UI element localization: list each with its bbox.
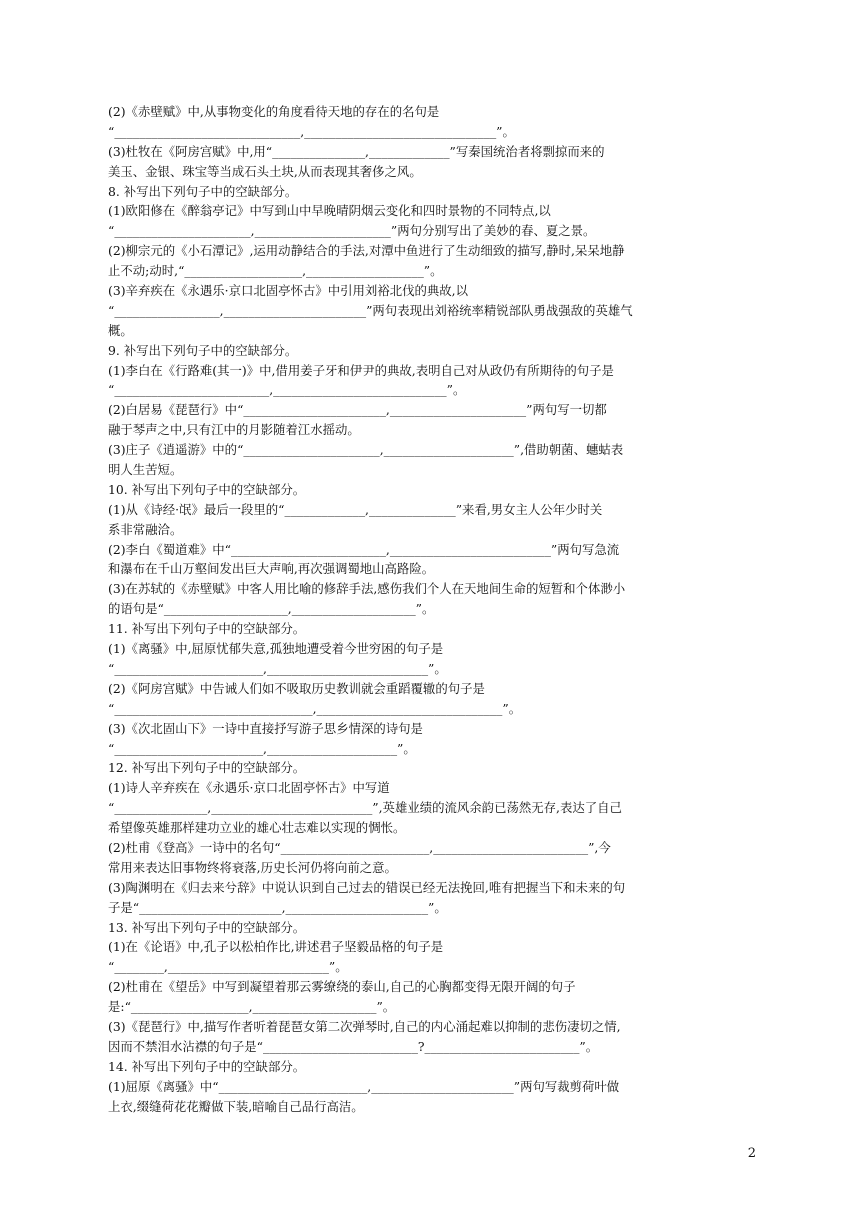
text-line: 11. 补写出下列句子中的空缺部分。	[108, 621, 306, 637]
text-line: 10. 补写出下列句子中的空缺部分。	[108, 481, 306, 497]
text-line: (1)屈原《离骚》中“________________________,_______________________”两句写裁剪荷叶做	[108, 1078, 620, 1094]
text-line: 希望像英雄那样建功立业的雄心壮志难以实现的惆怅。	[108, 820, 406, 836]
text-line: “______________________________,_______________________________”。	[108, 123, 515, 139]
text-line: 常用来表达旧事物终将衰落,历史长河仍将向前之意。	[108, 859, 397, 875]
text-line: (2)白居易《琵琶行》中“_______________________,______________________”两句写一切都	[108, 402, 607, 418]
text-line: 明人生苦短。	[108, 462, 183, 478]
text-line: “_________________,_______________________”两句表现出刘裕统率精锐部队勇战强敌的英雄气	[108, 302, 633, 318]
text-line: (3)庄子《逍遥游》中的“______________________,_____________________”,借助朝菌、蟪蛄表	[108, 442, 624, 458]
page-number: 2	[747, 1146, 756, 1161]
text-line: 融于琴声之中,只有江中的月影随着江水摇动。	[108, 422, 360, 438]
text-line: 美玉、金银、珠宝等当成石头土块,从而表现其奢侈之风。	[108, 163, 422, 179]
text-line: (3)《琵琶行》中,描写作者听着琵琶女第二次弹琴时,自己的内心涌起难以抑制的悲伤凄切之情,	[108, 1018, 621, 1034]
text-line: (2)杜甫在《望岳》中写到凝望着那云雾缭绕的泰山,自己的心胸都变得无限开阔的句子	[108, 979, 576, 995]
document-body	[108, 102, 758, 1116]
text-line: (3)在苏轼的《赤壁赋》中客人用比喻的修辞手法,感伤我们个人在天地间生命的短暂和个体渺小	[108, 581, 626, 597]
text-line: “________________________,__________________________”。	[108, 660, 447, 676]
text-line: (1)李白在《行路难(其一)》中,借用姜子牙和伊尹的典故,表明自己对从政仍有所期待的句子是	[108, 362, 614, 378]
text-line: 8. 补写出下列句子中的空缺部分。	[108, 183, 298, 199]
text-line: 概。	[108, 322, 133, 338]
text-line: 14. 补写出下列句子中的空缺部分。	[108, 1058, 306, 1074]
text-line: 因而不禁泪水沾襟的句子是“_________________________?_________________________”。	[108, 1038, 599, 1054]
text-line: “______________________,______________________”两句分别写出了美妙的春、夏之景。	[108, 223, 596, 239]
text-line: (1)诗人辛弃疾在《永遇乐·京口北固亭怀古》中写道	[108, 780, 390, 796]
text-line: 上衣,缀缝荷花花瓣做下装,暗喻自己品行高洁。	[108, 1098, 364, 1114]
text-line: (2)李白《蜀道难》中“_________________________,__________________________”两句写急流	[108, 541, 620, 557]
text-line: (1)《离骚》中,屈原忧郁失意,孤独地遭受着今世穷困的句子是	[108, 641, 444, 657]
text-line: (1)从《诗经·氓》最后一段里的“_____________,______________”来看,男女主人公年少时关	[108, 501, 603, 517]
text-line: (1)在《论语》中,孔子以松柏作比,讲述君子坚毅品格的句子是	[108, 939, 444, 955]
text-line: (2)《赤壁赋》中,从事物变化的角度看待天地的存在的名句是	[108, 104, 440, 119]
text-line: 和瀑布在千山万壑间发出巨大声响,再次强调蜀地山高路险。	[108, 561, 435, 577]
text-line: 12. 补写出下列句子中的空缺部分。	[108, 760, 306, 776]
text-line: (3)杜牧在《阿房宫赋》中,用“_______________,_____________”写秦国统治者将剽掠而来的	[108, 143, 605, 159]
text-line: “________________________________,______________________________”。	[108, 700, 522, 716]
text-line: (2)杜甫《登高》一诗中的名句“________________________,_________________________”,今	[108, 839, 611, 855]
text-line: “_______________,__________________________”,英雄业绩的流风余韵已荡然无存,表达了自己	[108, 800, 622, 816]
text-line: (1)欧阳修在《醉翁亭记》中写到山中早晚晴阴烟云变化和四时景物的不同特点,以	[108, 203, 551, 219]
text-line: “________,__________________________”。	[108, 959, 348, 975]
text-line: 13. 补写出下列句子中的空缺部分。	[108, 919, 306, 935]
text-line: 子是“_______________________,_______________________”。	[108, 899, 447, 915]
text-line: 是:“___________________,____________________”。	[108, 999, 396, 1015]
text-line: (2)柳宗元的《小石潭记》,运用动静结合的手法,对潭中鱼进行了生动细致的描写,静时,呆呆地静	[108, 243, 625, 259]
text-line: (3)《次北固山下》一诗中直接抒写游子思乡情深的诗句是	[108, 720, 423, 736]
text-line: 止不动;动时,“___________________,___________________”。	[108, 263, 443, 279]
text-line: 9. 补写出下列句子中的空缺部分。	[108, 342, 298, 358]
text-line: “_________________________,____________________________”。	[108, 382, 466, 398]
text-line: “________________________,_____________________”。	[108, 740, 416, 756]
text-line: 系非常融洽。	[108, 521, 183, 537]
text-line: 的语句是“____________________,____________________”。	[108, 601, 435, 617]
text-line: (3)辛弃疾在《永遇乐·京口北固亭怀古》中引用刘裕北伐的典故,以	[108, 283, 468, 299]
text-line: (2)《阿房宫赋》中告诫人们如不吸取历史教训就会重蹈覆辙的句子是	[108, 680, 485, 696]
text-line: (3)陶渊明在《归去来兮辞》中说认识到自己过去的错误已经无法挽回,唯有把握当下和未来的句	[108, 879, 626, 895]
